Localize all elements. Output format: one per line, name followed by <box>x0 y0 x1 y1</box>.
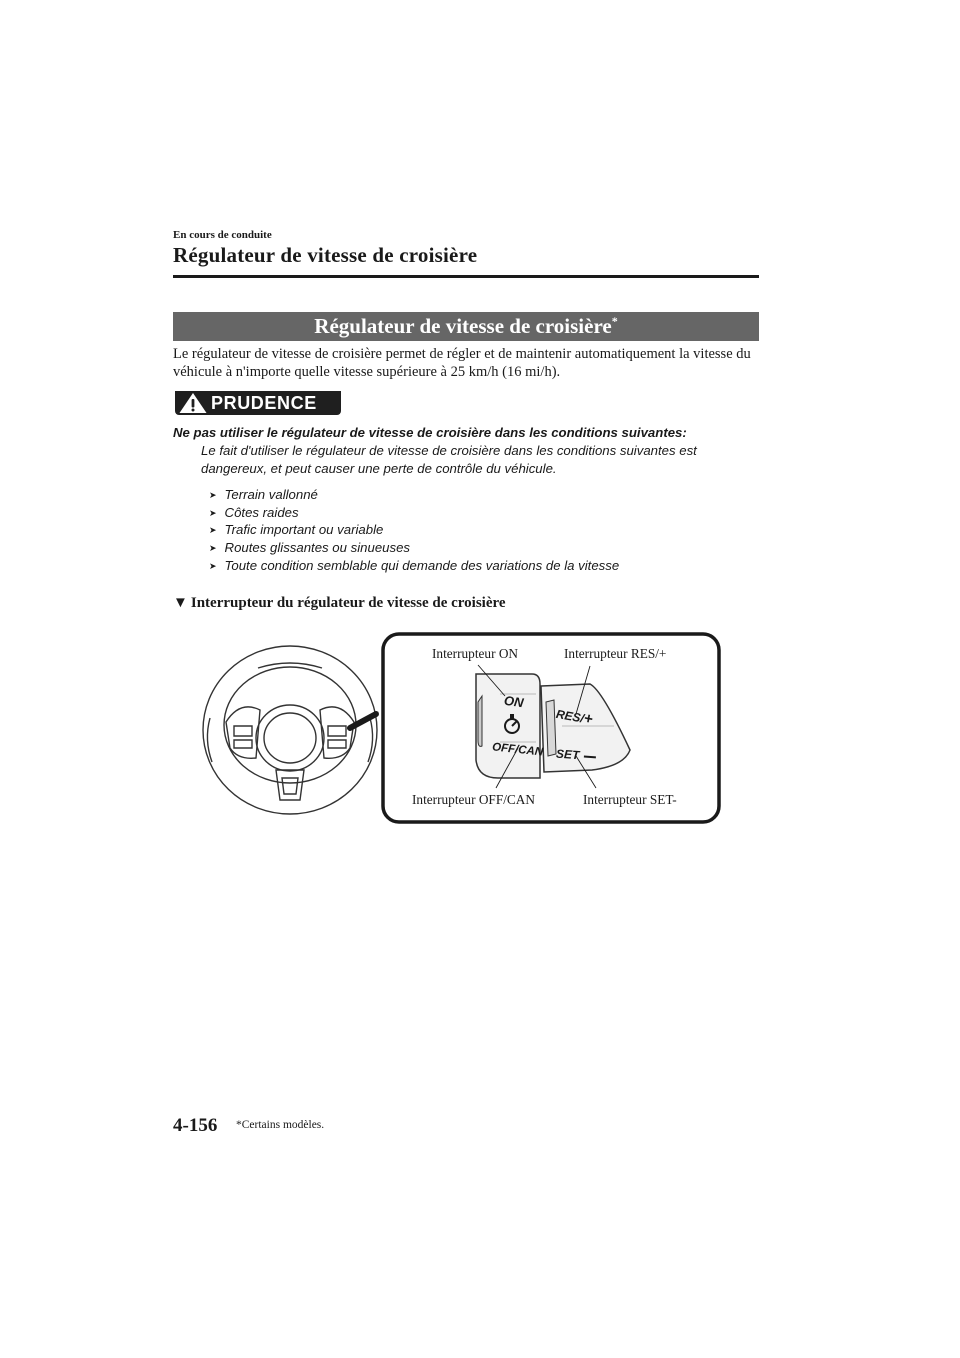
intro-paragraph: Le régulateur de vitesse de croisière permet de régler et de maintenir automatiquement la vitesse du véhicule à n'importe quelle vitesse supérieure à 25 km/h (16 mi/h). <box>173 346 751 380</box>
section-label: En cours de conduite <box>173 229 272 241</box>
caution-badge <box>175 391 341 415</box>
triangle-down-icon: ▼ <box>173 595 188 611</box>
arrow-right-icon: ➤ <box>209 543 217 554</box>
warning-triangle-icon <box>178 392 208 414</box>
on-button[interactable]: ON <box>503 692 525 711</box>
arrow-right-icon: ➤ <box>209 507 217 518</box>
caution-label: PRUDENCE <box>211 393 317 413</box>
section-banner <box>173 312 759 341</box>
footnote: *Certains modèles. <box>236 1119 325 1131</box>
cruise-switch-figure <box>200 630 730 830</box>
set-minus-button[interactable]: SET <box>556 747 597 764</box>
on-switch-label: Interrupteur ON <box>432 646 519 661</box>
page-number: 4-156 <box>173 1115 218 1136</box>
list-item: ➤ Routes glissantes ou sinueuses <box>209 540 411 556</box>
arrow-right-icon: ➤ <box>209 560 217 571</box>
list-item: ➤ Toute condition semblable qui demande des variations de la vitesse <box>209 557 620 573</box>
res-plus-button[interactable]: RES/+ <box>554 706 594 729</box>
banner-title: Régulateur de vitesse de croisière <box>314 314 612 338</box>
arrow-right-icon: ➤ <box>209 490 217 500</box>
off-can-switch-label: Interrupteur OFF/CAN <box>412 792 535 807</box>
conditions-list <box>209 486 619 574</box>
arrow-right-icon: ➤ <box>209 525 217 536</box>
minus-icon <box>584 755 596 758</box>
list-item: ➤ Terrain vallonné <box>209 487 318 502</box>
page-title: Régulateur de vitesse de croisière <box>173 243 478 267</box>
footnote-mark: * <box>611 314 618 328</box>
off-can-button[interactable]: OFF/CAN <box>491 741 544 759</box>
caution-title: Ne pas utiliser le régulateur de vitesse de croisière dans les conditions suivantes: <box>173 425 687 440</box>
caution-description: Le fait d'utiliser le régulateur de vitesse de croisière dans les conditions suivantes est dangereux, et peut causer une perte de contrôle du véhicule. <box>201 443 697 476</box>
list-item: ➤ Côtes raides <box>209 504 299 520</box>
title-divider <box>173 275 759 278</box>
subsection-heading: ▼ Interrupteur du régulateur de vitesse de croisière <box>173 595 506 611</box>
res-switch-label: Interrupteur RES/+ <box>564 646 667 661</box>
set-switch-label: Interrupteur SET- <box>583 792 677 807</box>
list-item: ➤ Trafic important ou variable <box>209 522 384 538</box>
